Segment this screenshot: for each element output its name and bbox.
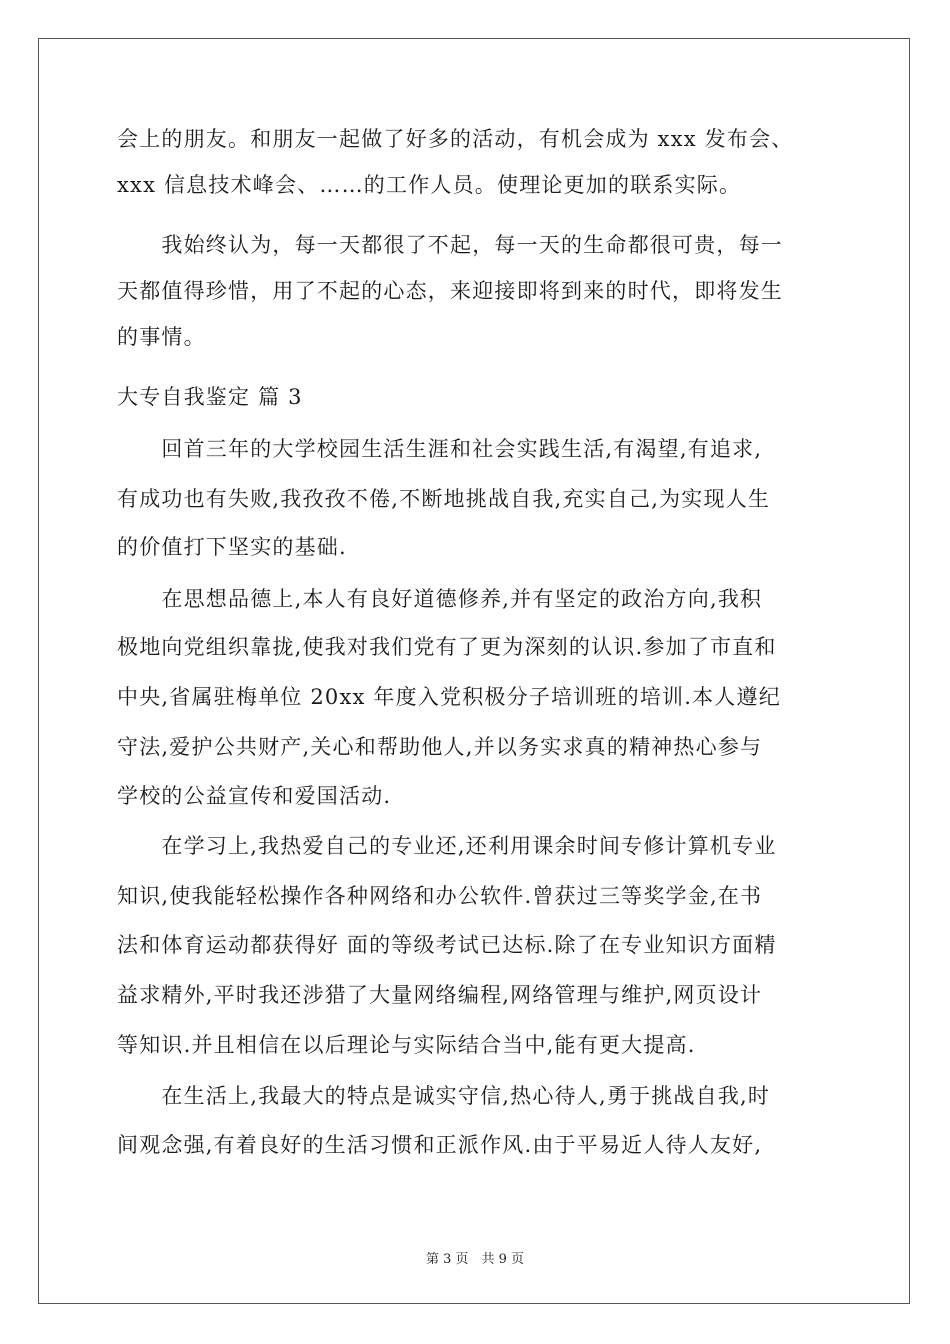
text-line: xxx 信息技术峰会、……的工作人员。使理论更加的联系实际。 <box>117 173 742 197</box>
text-line: 等知识.并且相信在以后理论与实际结合当中,能有更大提高. <box>117 1033 696 1057</box>
text-line: 学校的公益宣传和爱国活动. <box>117 784 392 808</box>
text-line: 在思想品德上,本人有良好道德修养,并有坚定的政治方向,我积 <box>117 587 763 611</box>
text-line: 守法,爱护公共财产,关心和帮助他人,并以务实求真的精神热心参与 <box>117 735 763 759</box>
text-line: 的价值打下坚实的基础. <box>117 535 347 559</box>
text-line: 的事情。 <box>117 325 206 349</box>
text-line: 知识,使我能轻松操作各种网络和办公软件.曾获过三等奖学金,在书 <box>117 884 763 908</box>
text-line: 在生活上,我最大的特点是诚实守信,热心待人,勇于挑战自我,时 <box>117 1084 771 1108</box>
text-line: 天都值得珍惜，用了不起的心态，来迎接即将到来的时代，即将发生 <box>117 279 783 303</box>
text-line: 在学习上,我热爱自己的专业还,还利用课余时间专修计算机专业 <box>117 834 777 858</box>
text-line: 中央,省属驻梅单位 20xx 年度入党积极分子培训班的培训.本人遵纪 <box>117 685 781 709</box>
text-line: 间观念强,有着良好的生活习惯和正派作风.由于平易近人待人友好, <box>117 1133 763 1157</box>
section-heading: 大专自我鉴定 篇 3 <box>117 385 303 409</box>
text-line: 益求精外,平时我还涉猎了大量网络编程,网络管理与维护,网页设计 <box>117 983 763 1007</box>
text-line: 极地向党组织靠拢,使我对我们党有了更为深刻的认识.参加了市直和 <box>117 635 777 659</box>
text-line: 回首三年的大学校园生活生涯和社会实践生活,有渴望,有追求, <box>117 437 763 461</box>
text-line: 有成功也有失败,我孜孜不倦,不断地挑战自我,充实自己,为实现人生 <box>117 487 771 511</box>
page-number-footer: 第 3 页 共 9 页 <box>425 1252 525 1267</box>
text-line: 我始终认为，每一天都很了不起，每一天的生命都很可贵，每一 <box>117 233 783 257</box>
text-line: 会上的朋友。和朋友一起做了好多的活动，有机会成为 xxx 发布会、 <box>117 127 794 151</box>
text-line: 法和体育运动都获得好 面的等级考试已达标.除了在专业知识方面精 <box>117 933 777 957</box>
page-border <box>38 38 910 1304</box>
